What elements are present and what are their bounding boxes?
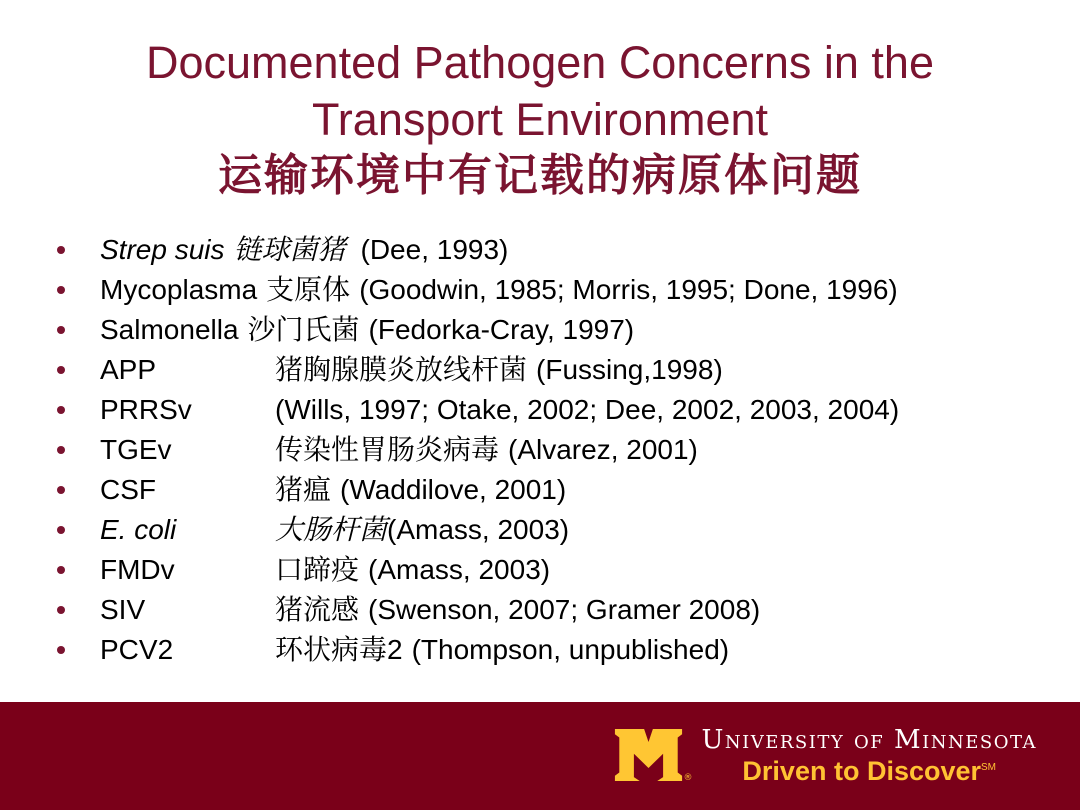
bullet-item-strep-suis xyxy=(0,230,1080,270)
pathogen-citation: (Waddilove, 2001) xyxy=(340,474,567,505)
bullet-dot xyxy=(57,566,65,574)
bullet-dot xyxy=(57,646,65,654)
pathogen-citation: (Amass, 2003) xyxy=(387,514,570,545)
pathogen-list xyxy=(0,230,1080,670)
bullet-dot xyxy=(57,406,65,414)
bullet-item-salmonella xyxy=(0,310,1080,350)
pathogen-term: TGEv xyxy=(100,434,172,465)
slide-title xyxy=(0,34,1080,204)
pathogen-term: Salmonella xyxy=(100,314,239,345)
pathogen-chinese: 环状病毒2 xyxy=(275,634,403,665)
minnesota-m-logo-icon xyxy=(612,729,693,783)
pathogen-citation: (Wills, 1997; Otake, 2002; Dee, 2002, 2003, 2004) xyxy=(275,394,900,425)
bullet-dot xyxy=(57,326,65,334)
bullet-item-prrsv xyxy=(0,390,1080,430)
pathogen-citation: (Dee, 1993) xyxy=(360,234,509,265)
title-line-chinese: 运输环境中有记载的病原体问题 xyxy=(218,151,862,200)
pathogen-term: PRRSv xyxy=(100,394,192,425)
bullet-dot xyxy=(57,286,65,294)
bullet-dot xyxy=(57,526,65,534)
pathogen-citation: (Thompson, unpublished) xyxy=(411,634,730,665)
pathogen-chinese: 猪流感 xyxy=(275,594,360,625)
pathogen-chinese: 沙门氏菌 xyxy=(247,314,360,345)
bullet-item-pcv2 xyxy=(0,630,1080,670)
pathogen-citation: (Swenson, 2007; Gramer 2008) xyxy=(368,594,761,625)
service-mark: SM xyxy=(981,762,997,773)
pathogen-term: PCV2 xyxy=(100,634,174,665)
pathogen-term: APP xyxy=(100,354,157,385)
pathogen-chinese: 猪胸腺膜炎放线杆菌 xyxy=(275,354,528,385)
bullet-dot xyxy=(57,246,65,254)
pathogen-citation: (Amass, 2003) xyxy=(368,554,551,585)
pathogen-chinese: 传染性胃肠炎病毒 xyxy=(275,434,500,465)
university-brand xyxy=(612,726,1037,785)
pathogen-chinese: 口蹄疫 xyxy=(275,554,360,585)
bullet-dot xyxy=(57,366,65,374)
pathogen-chinese: 大肠杆菌 xyxy=(275,514,388,545)
bullet-item-app xyxy=(0,350,1080,390)
pathogen-term: Mycoplasma xyxy=(100,274,258,305)
bullet-item-fmdv xyxy=(0,550,1080,590)
bullet-item-csf xyxy=(0,470,1080,510)
bullet-dot xyxy=(57,446,65,454)
pathogen-term: FMDv xyxy=(100,554,175,585)
pathogen-term: Strep suis xyxy=(100,234,225,265)
title-line-1: Documented Pathogen Concerns in the xyxy=(145,37,934,88)
pathogen-term: CSF xyxy=(100,474,156,505)
university-wordmark: University of Minnesota xyxy=(701,725,1037,755)
pathogen-citation: (Fedorka-Cray, 1997) xyxy=(368,314,635,345)
pathogen-chinese: 链球菌猪 xyxy=(233,234,346,265)
tagline-text: Driven to Discover xyxy=(742,756,982,786)
registered-mark: ® xyxy=(683,773,693,783)
pathogen-term: E. coli xyxy=(100,514,177,545)
footer-bar xyxy=(0,702,1080,810)
pathogen-citation: (Alvarez, 2001) xyxy=(508,434,698,465)
pathogen-chinese: 支原体 xyxy=(266,274,351,305)
title-line-2: Transport Environment xyxy=(311,94,769,145)
bullet-item-tgev xyxy=(0,430,1080,470)
brand-text xyxy=(701,726,1037,785)
bullet-dot xyxy=(57,486,65,494)
bullet-item-e-coli xyxy=(0,510,1080,550)
pathogen-chinese: 猪瘟 xyxy=(275,474,332,505)
bullet-item-mycoplasma xyxy=(0,270,1080,310)
bullet-dot xyxy=(57,606,65,614)
pathogen-term: SIV xyxy=(100,594,146,625)
bullet-item-siv xyxy=(0,590,1080,630)
pathogen-citation: (Fussing,1998) xyxy=(536,354,723,385)
driven-to-discover-tagline xyxy=(742,757,996,785)
pathogen-citation: (Goodwin, 1985; Morris, 1995; Done, 1996) xyxy=(359,274,898,305)
